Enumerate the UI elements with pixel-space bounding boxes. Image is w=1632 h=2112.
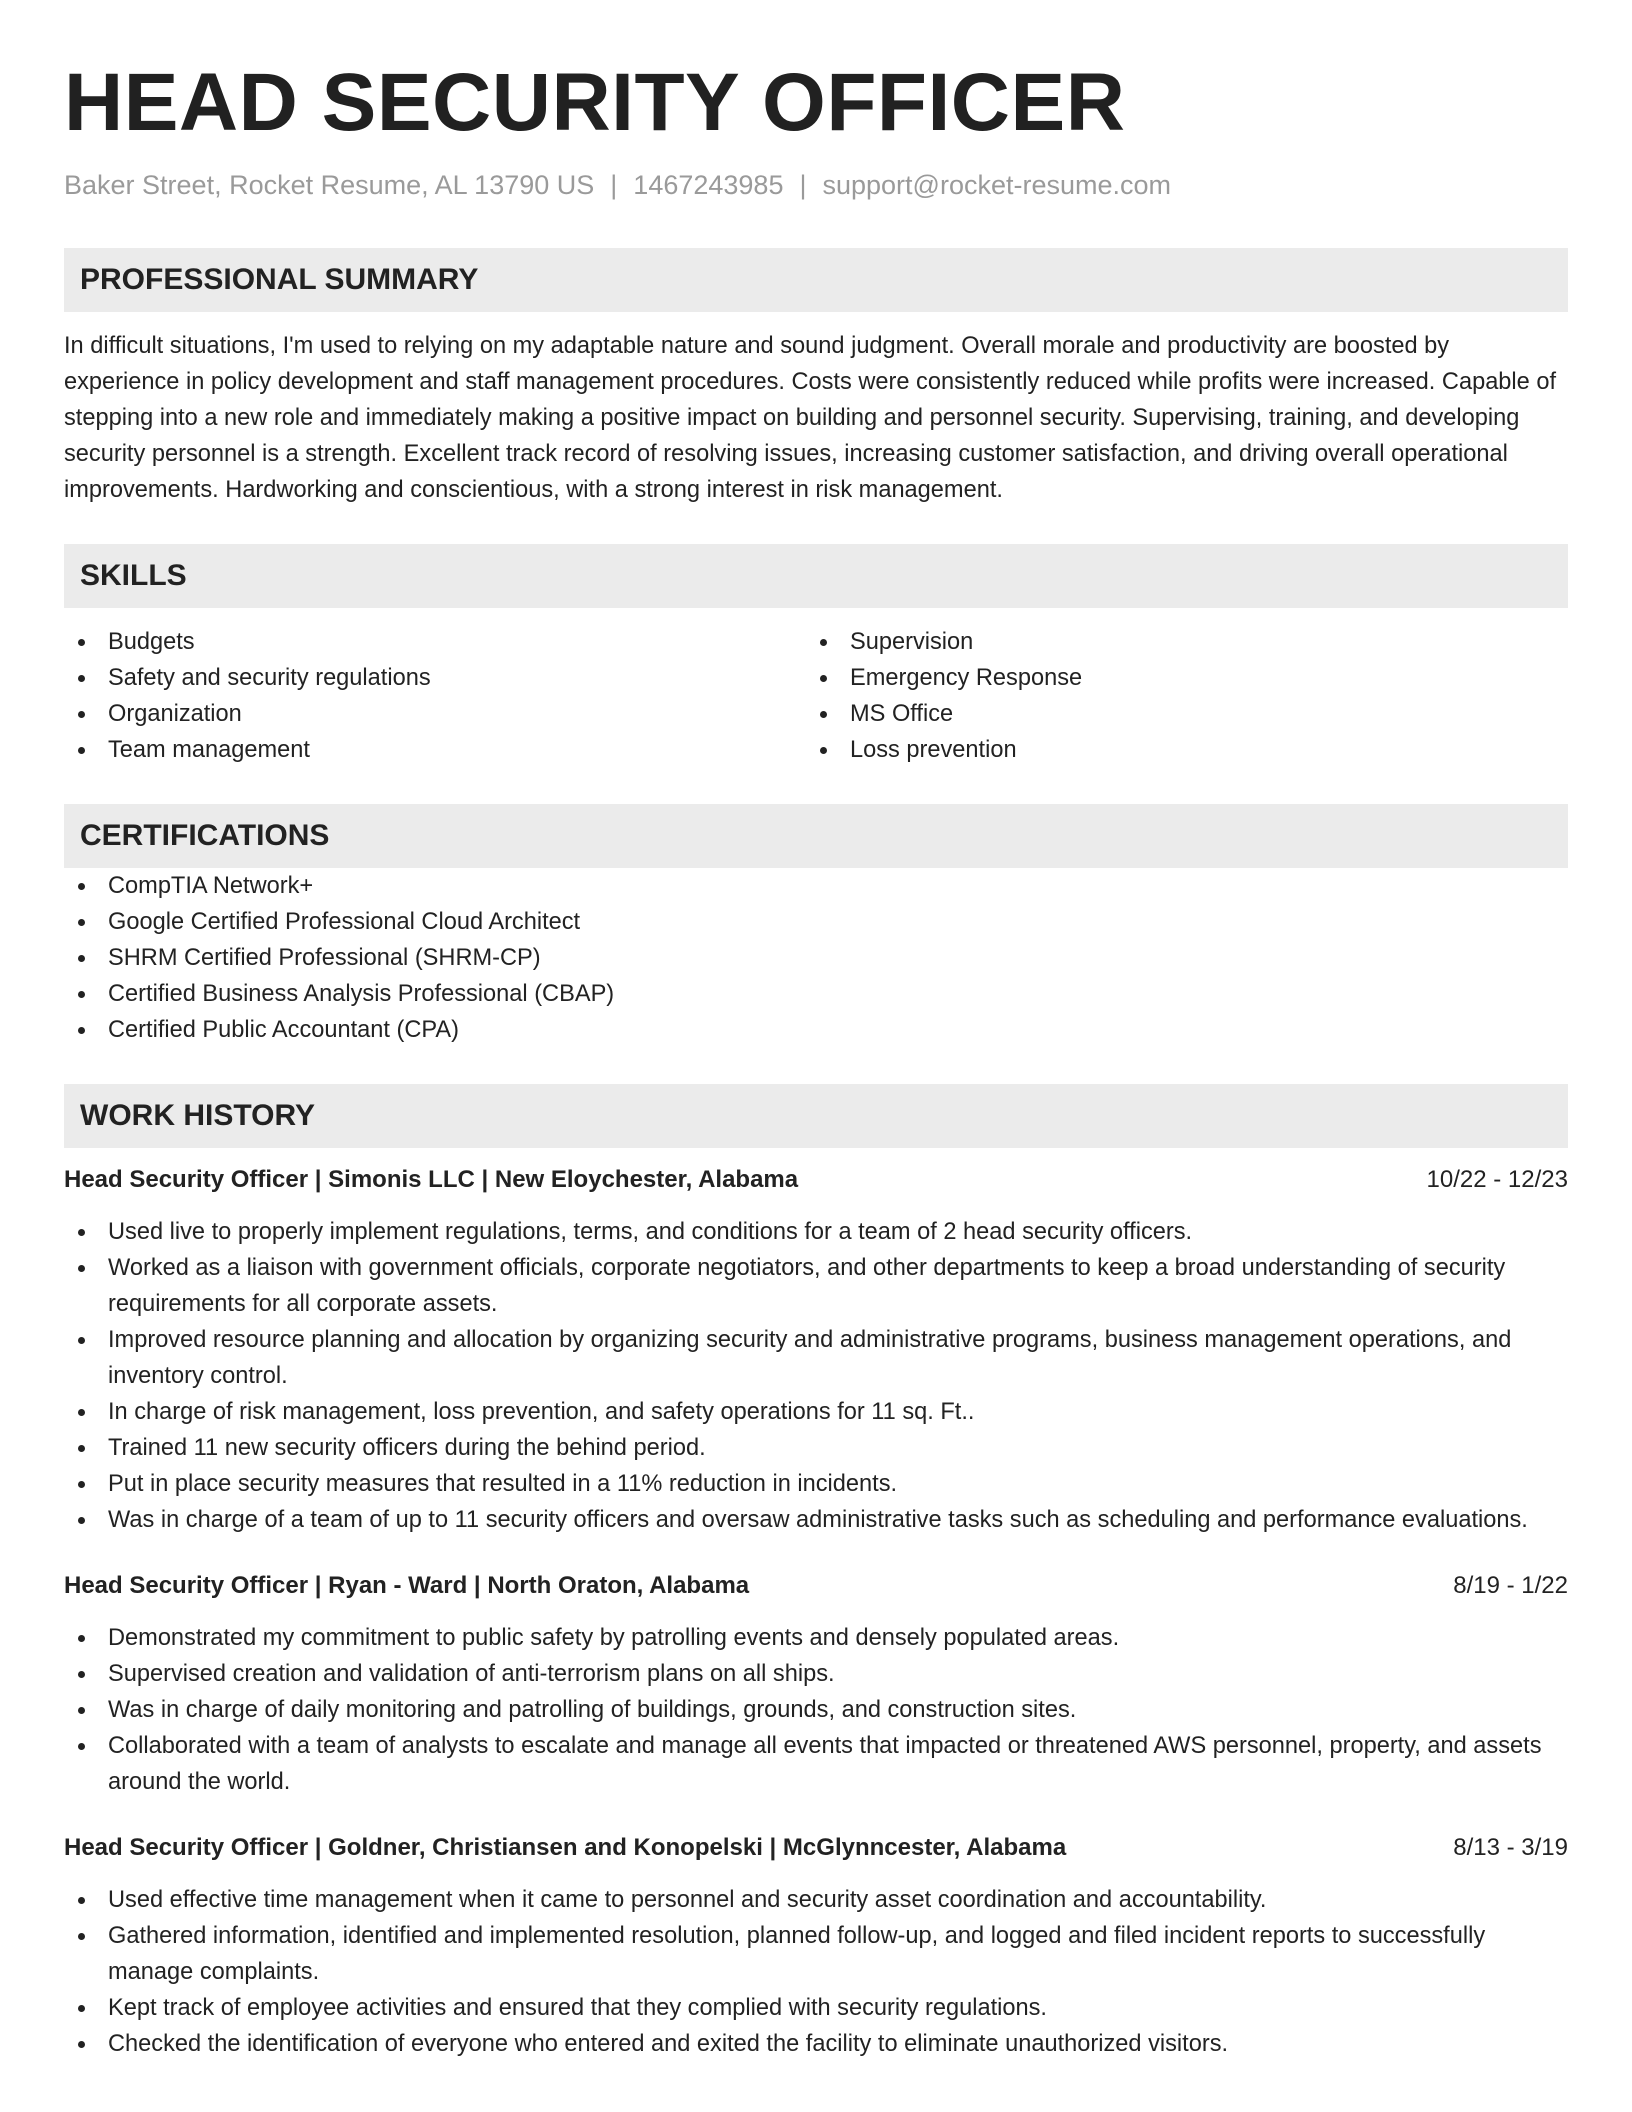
certification-item: Google Certified Professional Cloud Architect	[64, 904, 1568, 940]
skill-item: Organization	[64, 696, 806, 732]
section-header-work-history: WORK HISTORY	[64, 1084, 1568, 1148]
job-entry	[64, 1162, 1568, 1538]
section-header-summary: PROFESSIONAL SUMMARY	[64, 248, 1568, 312]
skill-item: Safety and security regulations	[64, 660, 806, 696]
contact-email: support@rocket-resume.com	[822, 170, 1172, 200]
skill-item: Team management	[64, 732, 806, 768]
skill-item: Supervision	[806, 624, 1548, 660]
skill-item: MS Office	[806, 696, 1548, 732]
contact-phone: 1467243985	[633, 170, 784, 200]
skill-item: Budgets	[64, 624, 806, 660]
job-heading-row	[64, 1568, 1568, 1604]
job-dates: 8/19 - 1/22	[1453, 1572, 1568, 1599]
job-bullets	[64, 1882, 1568, 2062]
job-bullet: Collaborated with a team of analysts to escalate and manage all events that impacted or threatened AWS personnel, property, and assets around the world.	[64, 1728, 1568, 1800]
job-bullet: Put in place security measures that resulted in a 11% reduction in incidents.	[64, 1466, 1568, 1502]
contact-separator: |	[610, 170, 618, 200]
job-heading-row	[64, 1830, 1568, 1866]
skill-item: Emergency Response	[806, 660, 1548, 696]
job-dates: 10/22 - 12/23	[1426, 1166, 1568, 1193]
contact-address: Baker Street, Rocket Resume, AL 13790 US	[64, 170, 595, 200]
certification-item: Certified Public Accountant (CPA)	[64, 1012, 1568, 1048]
job-heading-row	[64, 1162, 1568, 1198]
job-bullets	[64, 1214, 1568, 1538]
job-heading: Head Security Officer | Ryan - Ward | North Oraton, Alabama	[64, 1572, 750, 1599]
job-bullet: Was in charge of daily monitoring and patrolling of buildings, grounds, and construction sites.	[64, 1692, 1568, 1728]
resume-title: HEAD SECURITY OFFICER	[64, 57, 1126, 148]
section-header-certifications: CERTIFICATIONS	[64, 804, 1568, 868]
skills-list	[64, 624, 1568, 768]
certification-item: SHRM Certified Professional (SHRM-CP)	[64, 940, 1568, 976]
job-bullet: Gathered information, identified and implemented resolution, planned follow-up, and logged and filed incident reports to successfully manage complaints.	[64, 1918, 1568, 1990]
certifications-list	[64, 868, 1568, 1048]
job-bullet: Used live to properly implement regulations, terms, and conditions for a team of 2 head security officers.	[64, 1214, 1568, 1250]
contact-separator: |	[799, 170, 807, 200]
job-heading: Head Security Officer | Goldner, Christiansen and Konopelski | McGlynncester, Alabama	[64, 1834, 1067, 1861]
job-bullet: In charge of risk management, loss prevention, and safety operations for 11 sq. Ft..	[64, 1394, 1568, 1430]
job-bullet: Used effective time management when it came to personnel and security asset coordination and accountability.	[64, 1882, 1568, 1918]
job-bullet: Supervised creation and validation of anti-terrorism plans on all ships.	[64, 1656, 1568, 1692]
contact-line	[64, 168, 1568, 202]
job-bullet: Was in charge of a team of up to 11 security officers and oversaw administrative tasks such as scheduling and performance evaluations.	[64, 1502, 1568, 1538]
job-bullet: Trained 11 new security officers during the behind period.	[64, 1430, 1568, 1466]
skills-column-right	[806, 624, 1548, 768]
summary-text: In difficult situations, I'm used to relying on my adaptable nature and sound judgment. Overall morale and productivity are boosted by experience in policy development and staff management procedures. Costs were consistently reduced while profits were increased. Capable of stepping into a new role and immediately making a positive impact on building and personnel security. Supervising, training, and developing security personnel is a strength. Excellent track record of resolving issues, increasing customer satisfaction, and driving overall operational improvements. Hardworking and conscientious, with a strong interest in risk management.	[64, 333, 1557, 503]
certification-item: CompTIA Network+	[64, 868, 1568, 904]
job-heading: Head Security Officer | Simonis LLC | New Eloychester, Alabama	[64, 1166, 799, 1193]
job-bullet: Checked the identification of everyone who entered and exited the facility to eliminate unauthorized visitors.	[64, 2026, 1568, 2062]
job-bullet: Worked as a liaison with government officials, corporate negotiators, and other departments to keep a broad understanding of security requirements for all corporate assets.	[64, 1250, 1568, 1322]
job-entry	[64, 1830, 1568, 2062]
job-dates: 8/13 - 3/19	[1453, 1834, 1568, 1861]
skill-item: Loss prevention	[806, 732, 1548, 768]
skills-column-left	[64, 624, 806, 768]
job-bullets	[64, 1620, 1568, 1800]
certification-item: Certified Business Analysis Professional (CBAP)	[64, 976, 1568, 1012]
job-bullet: Kept track of employee activities and ensured that they complied with security regulations.	[64, 1990, 1568, 2026]
job-entry	[64, 1568, 1568, 1800]
job-bullet: Improved resource planning and allocation by organizing security and administrative programs, business management operations, and inventory control.	[64, 1322, 1568, 1394]
section-header-skills: SKILLS	[64, 544, 1568, 608]
job-bullet: Demonstrated my commitment to public safety by patrolling events and densely populated areas.	[64, 1620, 1568, 1656]
